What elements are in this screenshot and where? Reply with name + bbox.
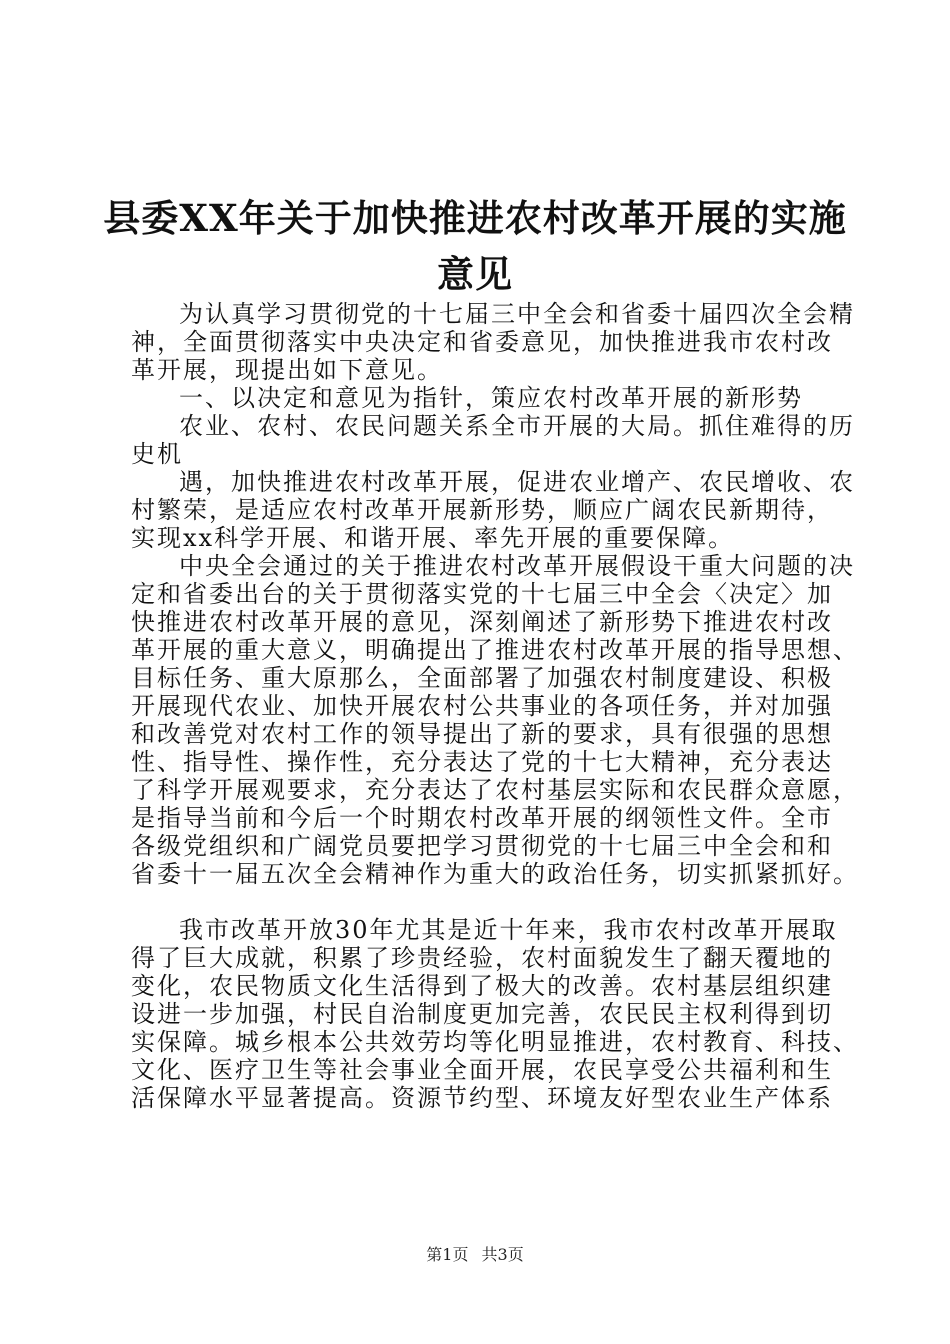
- text-line: 史机: [131, 440, 183, 468]
- text-line: 为认真学习贯彻党的十七届三中全会和省委十届四次全会精: [179, 300, 855, 328]
- text-line: 了科学开展观要求，充分表达了农村基层实际和农民群众意愿，: [131, 776, 859, 804]
- paragraph-gap: [131, 888, 831, 916]
- text-line: 实现xx科学开展、和谐开展、率先开展的重要保障。: [131, 524, 735, 552]
- text-line: 我市改革开放30年尤其是近十年来，我市农村改革开展取: [179, 916, 838, 944]
- text-line: 实保障。城乡根本公共效劳均等化明显推进，农村教育、科技、: [131, 1028, 859, 1056]
- text-line: 农业、农村、农民问题关系全市开展的大局。抓住难得的历: [179, 412, 855, 440]
- text-line: 设进一步加强，村民自治制度更加完善，农民民主权利得到切: [131, 1000, 833, 1028]
- document-body: [131, 300, 859, 1112]
- text-line: 文化、医疗卫生等社会事业全面开展，农民享受公共福利和生: [131, 1056, 833, 1084]
- text-line: 是指导当前和今后一个时期农村改革开展的纲领性文件。全市: [131, 804, 833, 832]
- text-line: 革开展，现提出如下意见。: [131, 356, 443, 384]
- text-line: 遇，加快推进农村改革开展，促进农业增产、农民增收、农: [179, 468, 855, 496]
- text-line: 和改善党对农村工作的领导提出了新的要求，具有很强的思想: [131, 720, 833, 748]
- page-total: 共3页: [481, 1245, 524, 1264]
- text-line: 各级党组织和广阔党员要把学习贯彻党的十七届三中全会和和: [131, 832, 833, 860]
- text-line: 神，全面贯彻落实中央决定和省委意见，加快推进我市农村改: [131, 328, 833, 356]
- document-title-line-2: 意见: [437, 252, 513, 296]
- page-footer: [0, 1242, 950, 1265]
- text-line: 村繁荣，是适应农村改革开展新形势，顺应广阔农民新期待，: [131, 496, 833, 524]
- text-line: 活保障水平显著提高。资源节约型、环境友好型农业生产体系: [131, 1084, 833, 1112]
- text-line: 目标任务、重大原那么，全面部署了加强农村制度建设、积极: [131, 664, 833, 692]
- document-title-line-1: 县委XX年关于加快推进农村改革开展的实施: [103, 196, 847, 240]
- text-line: 革开展的重大意义，明确提出了推进农村改革开展的指导思想、: [131, 636, 859, 664]
- page-number: 第1页: [426, 1245, 469, 1264]
- text-line: 得了巨大成就，积累了珍贵经验，农村面貌发生了翻天覆地的: [131, 944, 833, 972]
- text-line: 省委十一届五次全会精神作为重大的政治任务，切实抓紧抓好。: [131, 860, 859, 888]
- text-line: 变化，农民物质文化生活得到了极大的改善。农村基层组织建: [131, 972, 833, 1000]
- text-line: 快推进农村改革开展的意见，深刻阐述了新形势下推进农村改: [131, 608, 833, 636]
- text-line: 中央全会通过的关于推进农村改革开展假设干重大问题的决: [179, 552, 855, 580]
- text-line: 定和省委出台的关于贯彻落实党的十七届三中全会〈决定〉加: [131, 580, 833, 608]
- text-line: 性、指导性、操作性，充分表达了党的十七大精神，充分表达: [131, 748, 833, 776]
- text-line: 开展现代农业、加快开展农村公共事业的各项任务，并对加强: [131, 692, 833, 720]
- section-heading: 一、以决定和意见为指针，策应农村改革开展的新形势: [179, 384, 803, 412]
